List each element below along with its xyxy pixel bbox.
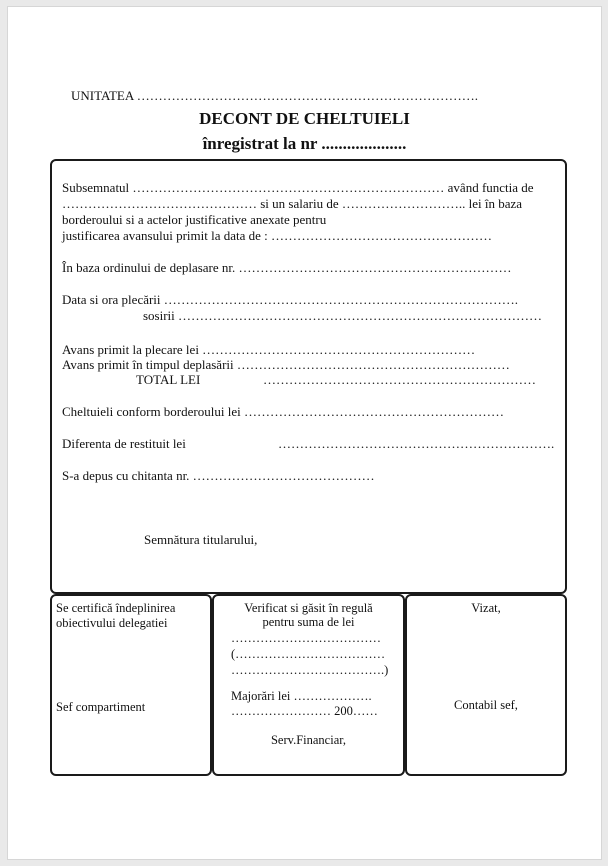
subsemnatul-line-3: borderoului si a actelor justificative anexate pentru bbox=[62, 212, 327, 227]
pentru-suma-line: pentru suma de lei bbox=[262, 615, 355, 629]
majorari-line: Majorări lei ………………. bbox=[231, 689, 372, 703]
suma-dots-1: ……………………………… bbox=[231, 631, 381, 645]
bottom-left-box bbox=[50, 594, 212, 776]
diferenta-label: Diferenta de restituit lei bbox=[62, 436, 186, 451]
depus-chitanta-line: S-a depus cu chitanta nr. …………………………………… bbox=[62, 468, 375, 483]
avans-deplasare-line: Avans primit în timpul deplasării ……………………………………………………… bbox=[62, 357, 510, 372]
contabil-sef: Contabil sef, bbox=[454, 698, 518, 712]
sef-compartiment: Sef compartiment bbox=[56, 700, 146, 714]
data-plecarii-line: Data si ora plecării ………………………………………………………………………. bbox=[62, 292, 519, 307]
certifica-line-2: obiectivului delegatiei bbox=[56, 616, 168, 630]
year-line: …………………… 200…… bbox=[231, 704, 378, 718]
subsemnatul-line-1: Subsemnatul ……………………………………………………………… având functia de bbox=[62, 180, 534, 195]
bottom-right-box bbox=[405, 594, 567, 776]
bottom-middle-box bbox=[212, 594, 405, 776]
subsemnatul-line-4: justificarea avansului primit la data de : …………………………………………… bbox=[62, 228, 493, 243]
unit-line: UNITATEA ……………………………………………………………………. bbox=[71, 88, 479, 103]
verificat-line: Verificat si găsit în regulă bbox=[244, 601, 373, 615]
total-lei-dots: ……………………………………………………… bbox=[263, 372, 536, 387]
serv-financiar: Serv.Financiar, bbox=[270, 733, 347, 747]
cheltuieli-line: Cheltuieli conform borderoului lei …………………………………………………… bbox=[62, 404, 504, 419]
ordin-deplasare-line: În baza ordinului de deplasare nr. ……………………………………………………… bbox=[62, 260, 512, 275]
diferenta-dots: ………………………………………………………. bbox=[278, 436, 555, 451]
vizat-label: Vizat, bbox=[471, 601, 501, 615]
semnatura-titular: Semnătura titularului, bbox=[144, 532, 258, 547]
registered-line: înregistrat la nr .................... bbox=[202, 134, 407, 153]
document-page bbox=[7, 6, 602, 860]
total-lei-label: TOTAL LEI bbox=[136, 372, 201, 387]
suma-dots-3: ……………………………….) bbox=[231, 663, 389, 677]
document-title: DECONT DE CHELTUIELI bbox=[199, 109, 410, 128]
avans-plecare-line: Avans primit la plecare lei ……………………………………………………… bbox=[62, 342, 476, 357]
sosirii-line: sosirii ………………………………………………………………………… bbox=[143, 308, 543, 323]
subsemnatul-line-2: ……………………………………… si un salariu de ……………………….. lei în baza bbox=[62, 196, 523, 211]
suma-dots-2: (……………………………… bbox=[231, 647, 386, 661]
certifica-line-1: Se certifică îndeplinirea bbox=[56, 601, 176, 615]
main-form-box bbox=[50, 159, 567, 594]
